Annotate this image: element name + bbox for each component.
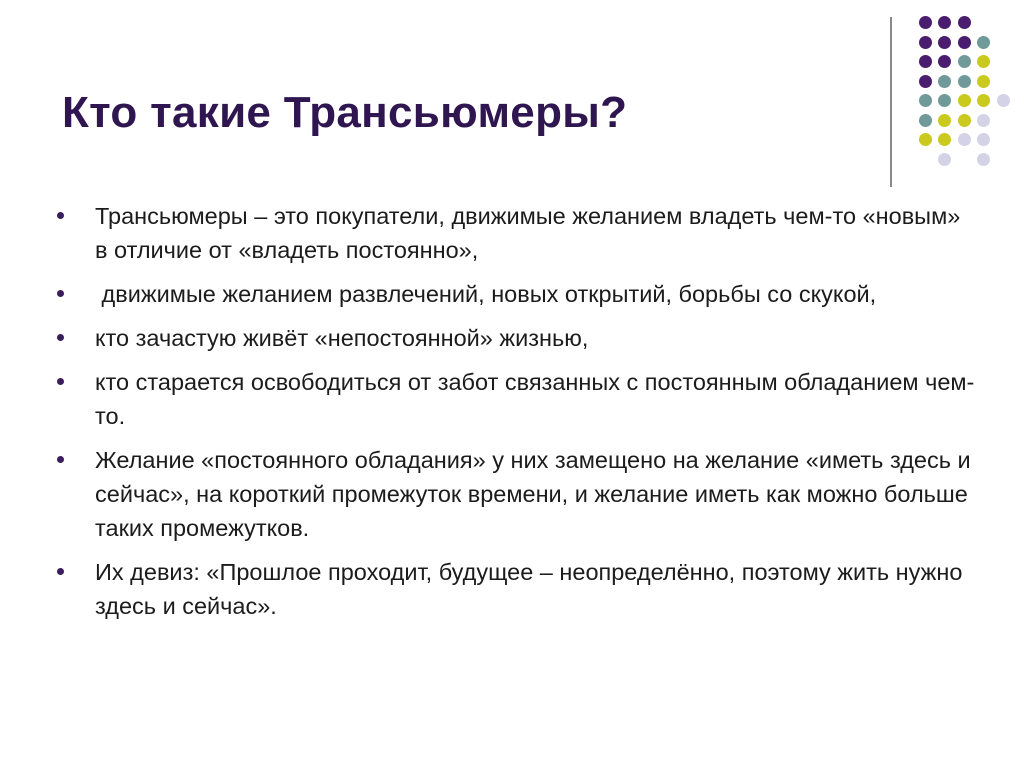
bullet-text: движимые желанием развлечений, новых открытий, борьбы со скукой, [95,281,877,307]
decorative-dot-olive [977,75,990,88]
decorative-dot-teal [919,94,932,107]
decorative-dot-teal [938,75,951,88]
decorative-dot-teal [977,36,990,49]
decorative-dot-purple [958,36,971,49]
decorative-dot-purple [919,36,932,49]
decorative-dot-lavender [977,153,990,166]
bullet-marker-icon [57,212,64,219]
decorative-dot-purple [919,55,932,68]
bullet-text: Их девиз: «Прошлое проходит, будущее – неопределённо, поэтому жить нужно здесь и сейчас». [95,559,963,619]
decorative-dot-teal [938,94,951,107]
bullet-item [55,321,975,355]
decorative-dot-purple [938,55,951,68]
decorative-dot-olive [938,133,951,146]
bullet-item [55,365,975,433]
decorative-dot-lavender [997,94,1010,107]
decorative-dot-teal [919,114,932,127]
slide-title: Кто такие Трансьюмеры? [62,88,628,137]
bullet-text: Трансьюмеры – это покупатели, движимые желанием владеть чем-то «новым» в отличие от «владеть постоянно», [95,203,961,263]
bullet-list [55,199,975,633]
bullet-marker-icon [57,378,64,385]
decorative-dot-purple [938,36,951,49]
decorative-dot-purple [919,16,932,29]
decorative-dot-purple [938,16,951,29]
decorative-dot-lavender [938,153,951,166]
decorative-dot-lavender [977,114,990,127]
decorative-dot-olive [919,133,932,146]
bullet-marker-icon [57,456,64,463]
bullet-text: кто старается освободиться от забот связанных с постоянным обладанием чем-то. [95,369,975,429]
decorative-dot-olive [977,94,990,107]
decorative-dot-teal [958,55,971,68]
decorative-dot-olive [958,94,971,107]
decorative-dot-purple [919,75,932,88]
bullet-text: кто зачастую живёт «непостоянной» жизнью, [95,325,589,351]
decorative-dot-teal [958,75,971,88]
bullet-item [55,277,975,311]
decorative-dot-olive [977,55,990,68]
decorative-dot-purple [958,16,971,29]
bullet-marker-icon [57,568,64,575]
decorative-dot-lavender [977,133,990,146]
bullet-item [55,555,975,623]
bullet-item [55,199,975,267]
bullet-text: Желание «постоянного обладания» у них замещено на желание «иметь здесь и сейчас», на короткий промежуток времени, и желание иметь как можно больше таких промежутков. [95,447,971,541]
bullet-marker-icon [57,290,64,297]
decorative-dot-olive [958,114,971,127]
decorative-dot-lavender [958,133,971,146]
bullet-marker-icon [57,334,64,341]
decorative-divider-line [890,17,892,187]
decorative-dot-olive [938,114,951,127]
bullet-item [55,443,975,545]
